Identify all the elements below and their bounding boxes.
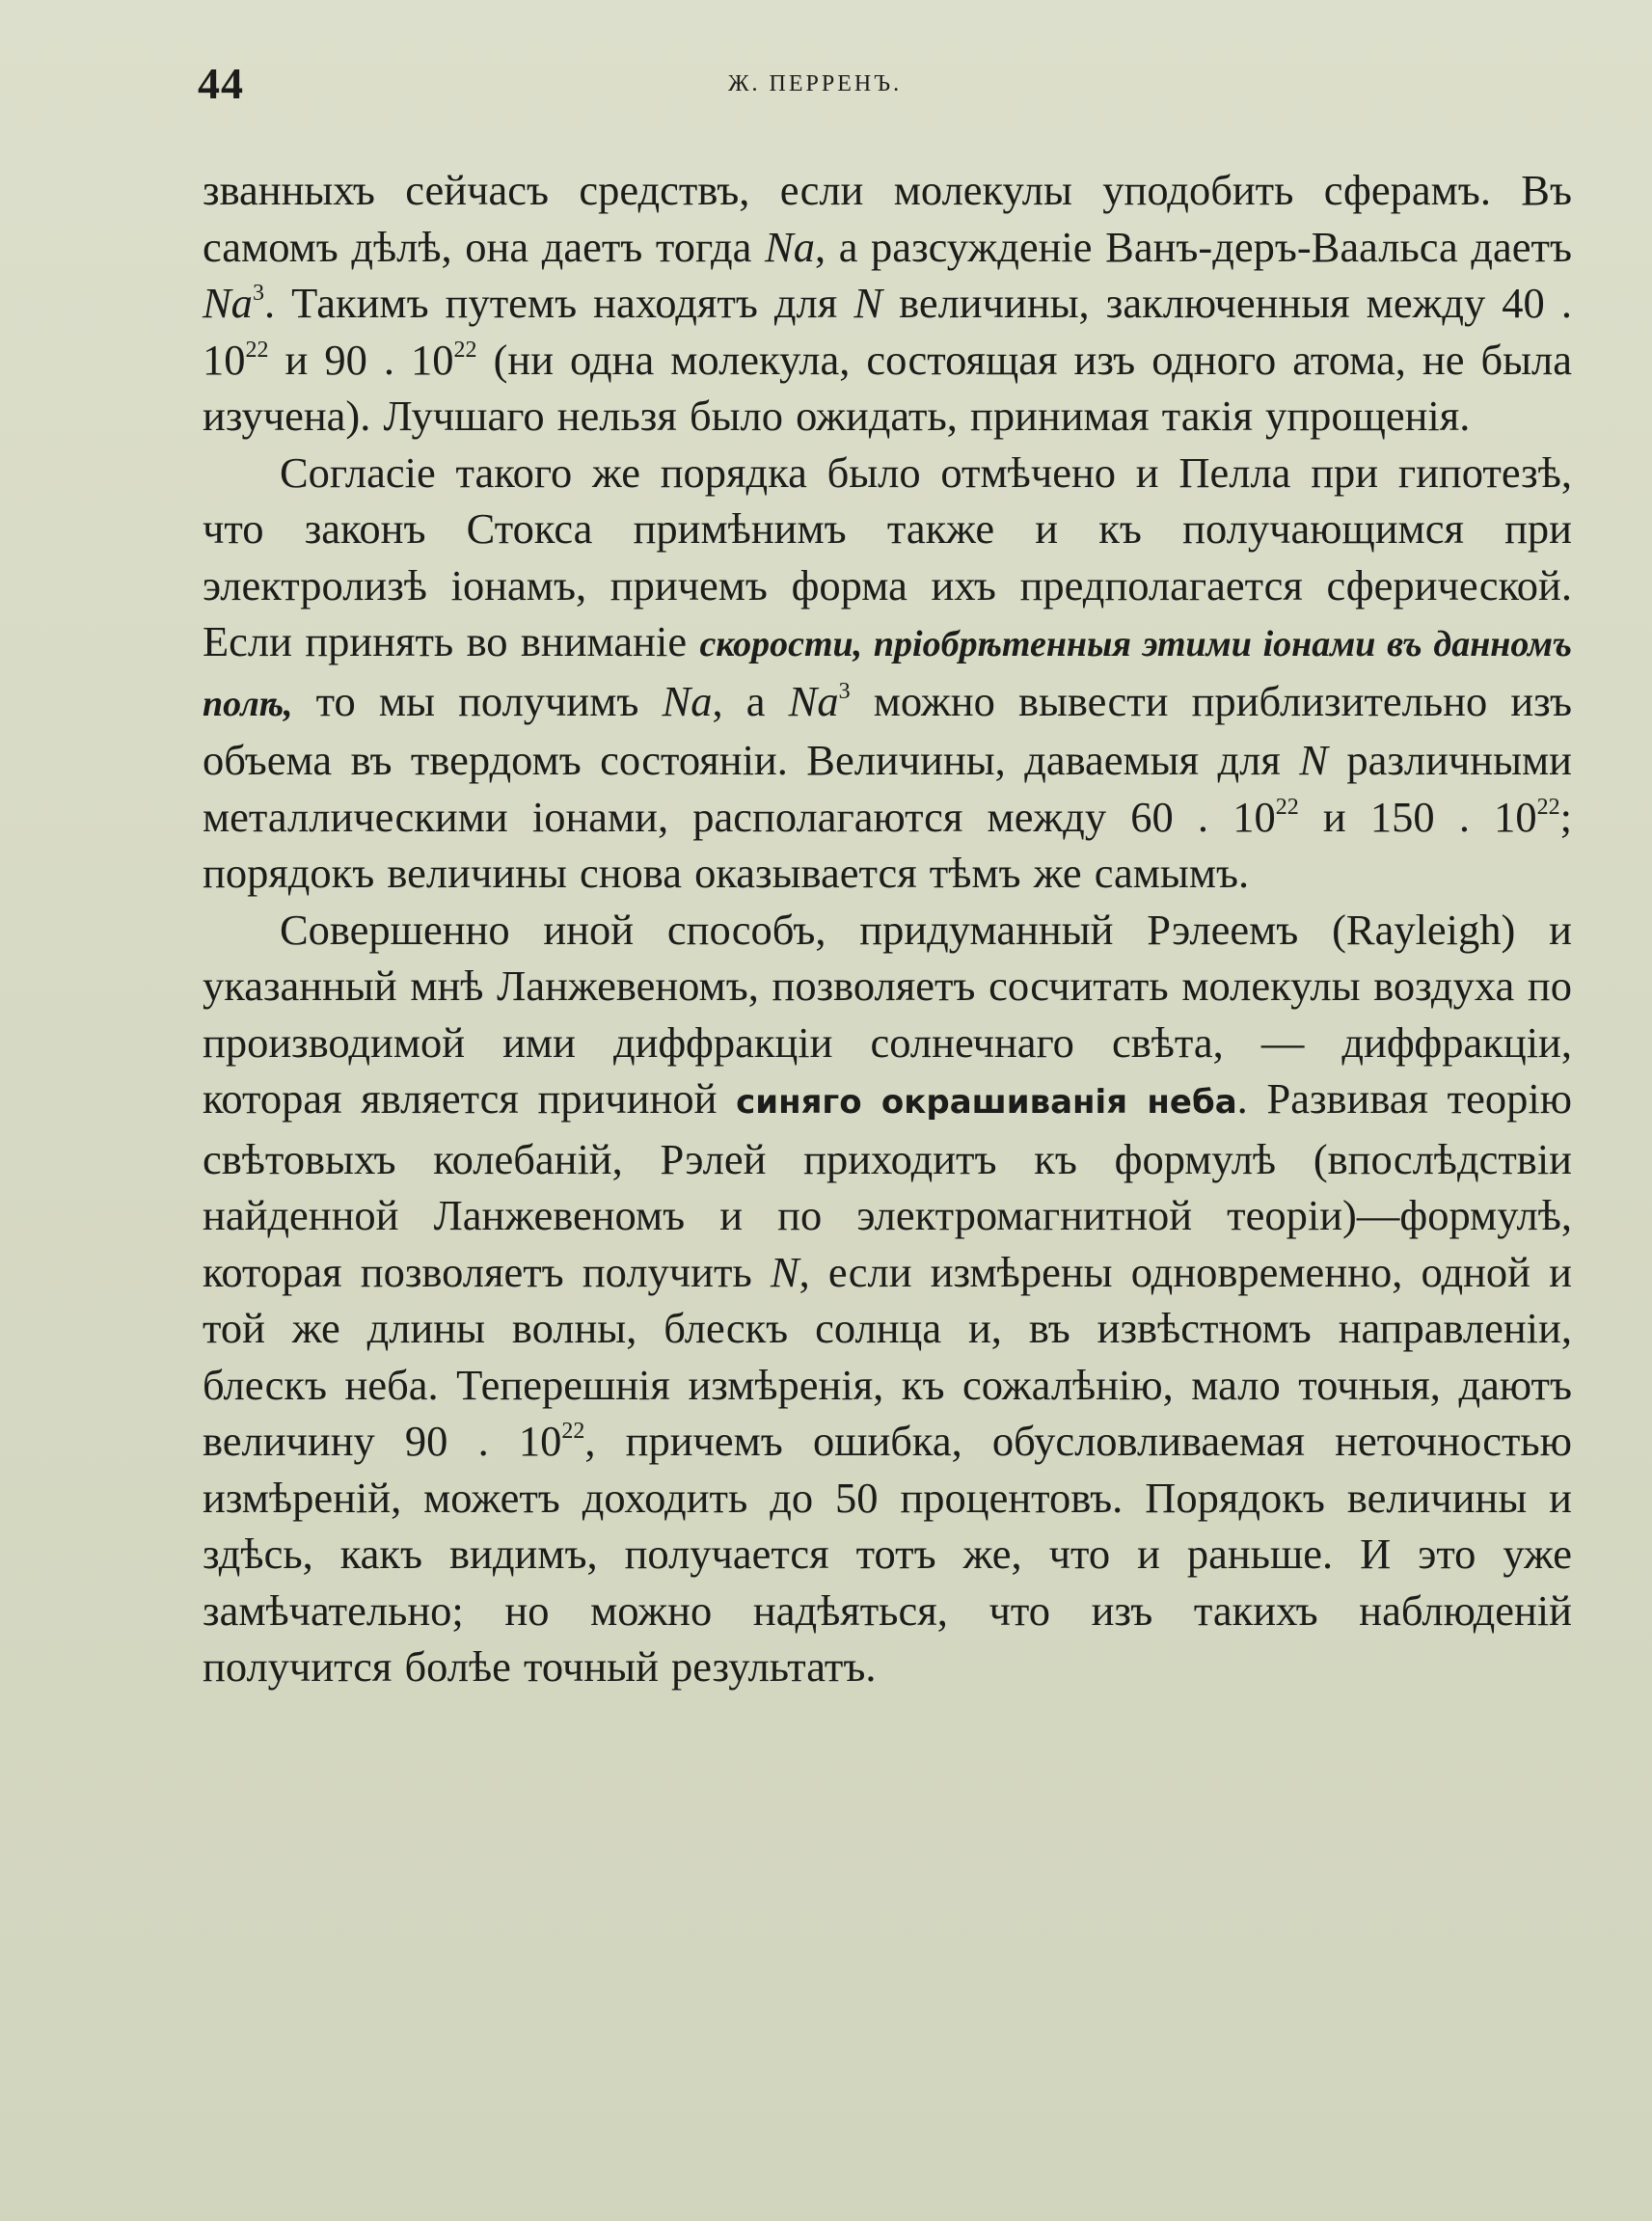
paragraph-3 (203, 902, 1572, 1695)
text-run: и 150 . 10 (1298, 792, 1537, 841)
math-variable: Na (662, 676, 713, 725)
superscript-exponent: 22 (245, 337, 269, 363)
text-run: ; порядокъ величины снова оказывается тѣмъ же самымъ. (203, 792, 1572, 897)
text-run: Согласіе такого же порядка было отмѣчено и Пелла при гипотезѣ, что законъ Стокса примѣнимъ также и къ получающимся при электролизѣ іонамъ, причемъ форма ихъ предполагается сферической. Если принять во вниманіе (203, 447, 1572, 665)
body-text (203, 162, 1572, 1695)
text-run: , если измѣрены одновременно, одной и той же длины волны, блескъ солнца и, въ извѣстномъ направленіи, блескъ неба. Теперешнія измѣренія, къ сожалѣнію, мало точныя, даютъ величину 90 . 10 (203, 1247, 1572, 1465)
paragraph-1 (203, 162, 1572, 445)
math-variable: N (770, 1247, 799, 1296)
text-run: , причемъ ошибка, обусловливаемая неточностью измѣреній, можетъ доходить до 50 процентовъ. Порядокъ величины и здѣсь, какъ видимъ, получается тотъ же, что и раньше. И это уже замѣчательно; но можно надѣяться, что изъ такихъ наблюденій получится болѣе точный результатъ. (203, 1417, 1572, 1691)
superscript-exponent: 22 (1275, 794, 1299, 820)
superscript-exponent: 22 (561, 1419, 585, 1444)
math-variable: N (1299, 736, 1328, 784)
text-run: Совершенно иной способъ, придуманный Рэлеемъ (Rayleigh) и указанный мнѣ Ланжевеномъ, позволяетъ сосчитать молекулы воздуха по производимой ими диффракціи солнечнаго свѣта, — диффракціи, которая является причиной (203, 905, 1572, 1123)
text-run: . Такимъ путемъ находятъ для (263, 279, 854, 327)
emphasized-phrase: синяго окрашиванія неба (736, 1083, 1237, 1122)
math-variable: Na (788, 676, 839, 725)
superscript-exponent: 22 (1536, 794, 1560, 820)
text-run: (ни одна молекула, состоящая изъ одного атома, не была изучена). Лучшаго нельзя было ожидать, принимая такія упрощенія. (203, 335, 1572, 440)
page-number: 44 (198, 59, 244, 108)
superscript-exponent: 3 (838, 678, 851, 704)
superscript-exponent: 3 (252, 281, 264, 306)
text-run: , а (712, 676, 789, 725)
math-variable: Na (203, 279, 253, 327)
text-run: , а разсужденіе Ванъ-деръ-Ваальса даетъ (814, 222, 1573, 271)
text-run: званныхъ сейчасъ средствъ, если молекулы уподобить сферамъ. Въ самомъ дѣлѣ, она даетъ тогда (203, 166, 1572, 271)
emphasized-phrase: скорости, пріобрѣтенныя этими іонами въ данномъ полѣ, (203, 624, 1572, 724)
text-run: то мы получимъ (292, 676, 663, 725)
paragraph-2 (203, 445, 1572, 902)
page-header (0, 58, 1652, 125)
running-head: Ж. ПЕРРЕНЪ. (728, 71, 903, 96)
text-run: можно вывести приблизительно изъ объема въ твердомъ состояніи. Величины, даваемыя для (203, 676, 1572, 784)
text-run: величины, заключенныя между 40 . 10 (203, 279, 1572, 384)
text-run: различными металлическими іонами, располагаются между 60 . 10 (203, 736, 1572, 841)
math-variable: N (853, 279, 883, 327)
math-variable: Na (765, 222, 815, 271)
text-run: и 90 . 10 (268, 335, 454, 384)
text-run: . Развивая теорію свѣтовыхъ колебаній, Рэлей приходитъ къ формулѣ (впослѣдствіи найденной Ланжевеномъ и по электромагнитной теоріи)—формулѣ, которая позволяетъ получить (203, 1074, 1572, 1296)
superscript-exponent: 22 (453, 337, 477, 363)
